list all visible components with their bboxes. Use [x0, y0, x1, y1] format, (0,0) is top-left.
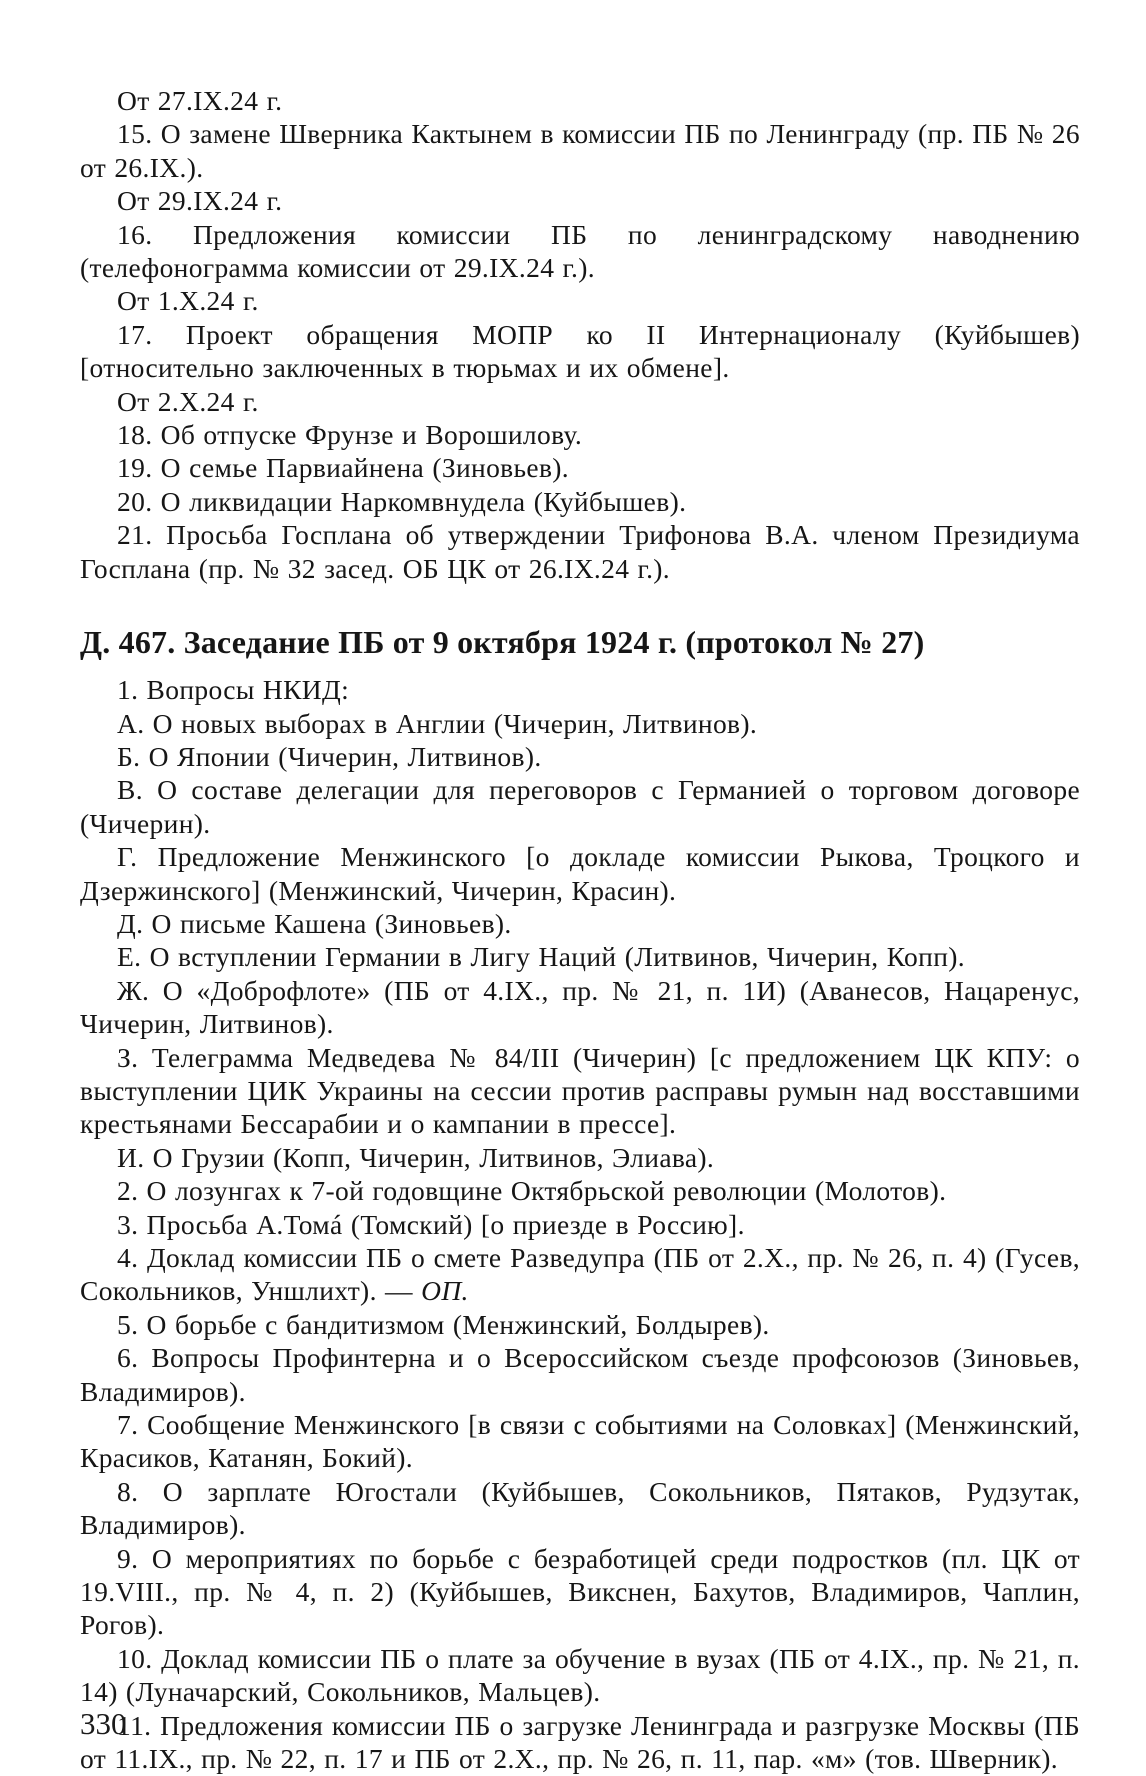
agenda-item: 17. Проект обращения МОПР ко II Интернационалу (Куйбышев) [относительно заключенных в тюрьмах и их обмене]. — [80, 318, 1080, 384]
agenda-item: 6. Вопросы Профинтерна и о Всероссийском съезде профсоюзов (Зиновьев, Владимиров). — [80, 1342, 1080, 1407]
paragraph — [80, 1141, 1080, 1174]
paragraph — [80, 907, 1080, 940]
agenda-item: Е. О вступлении Германии в Лигу Наций (Литвинов, Чичерин, Копп). — [117, 941, 965, 973]
op-note: ОП. — [421, 1275, 469, 1307]
agenda-item: Б. О Японии (Чичерин, Литвинов). — [117, 740, 542, 772]
paragraph — [80, 1542, 1080, 1642]
agenda-item: 11. Предложения комиссии ПБ о загрузке Ленинграда и разгрузке Москвы (ПБ от 11.IX., пр. № 22, п. 17 и ПБ от 2.X., пр. № 26, п. 11, пар. «м» (тов. Шверник). — [80, 1709, 1080, 1775]
paragraph — [80, 418, 1080, 451]
paragraph — [80, 773, 1080, 840]
paragraph — [80, 84, 1080, 117]
date-line: От 27.IX.24 г. — [117, 85, 283, 116]
paragraph — [80, 1341, 1080, 1408]
agenda-item: 21. Просьба Госплана об утверждении Трифонова В.А. членом Президиума Госплана (пр. № 32 засед. ОБ ЦК от 26.IX.24 г.). — [80, 519, 1080, 584]
agenda-item: 2. О лозунгах к 7-ой годовщине Октябрьской революции (Молотов). — [117, 1175, 947, 1207]
paragraph — [80, 1408, 1080, 1475]
paragraph — [80, 974, 1080, 1041]
paragraph — [80, 1308, 1080, 1341]
document-page — [80, 0, 1080, 1775]
paragraph — [80, 740, 1080, 773]
agenda-item: Д. О письме Кашена (Зиновьев). — [117, 907, 512, 939]
agenda-item: Ж. О «Доброфлоте» (ПБ от 4.IX., пр. № 21, п. 1И) (Аванесов, Нацаренус, Чичерин, Литвинов). — [80, 974, 1080, 1040]
page-number: 330 — [80, 1706, 127, 1741]
paragraph — [80, 707, 1080, 740]
paragraph — [80, 1709, 1080, 1776]
paragraph — [80, 218, 1080, 285]
paragraph — [80, 840, 1080, 907]
agenda-item: 8. О зарплате Югостали (Куйбышев, Сокольников, Пятаков, Рудзутак, Владимиров). — [80, 1475, 1080, 1541]
agenda-item: 16. Предложения комиссии ПБ по ленинградскому наводнению (телефонограмма комиссии от 29.IX.24 г.). — [80, 218, 1080, 284]
agenda-item: 19. О семье Парвиайнена (Зиновьев). — [117, 452, 570, 484]
agenda-item: Г. Предложение Менжинского [о докладе комиссии Рыкова, Троцкого и Дзержинского] (Менжинский, Чичерин, Красин). — [80, 841, 1080, 906]
agenda-item: 7. Сообщение Менжинского [в связи с событиями на Соловках] (Менжинский, Красиков, Катанян, Бокий). — [80, 1409, 1080, 1474]
agenda-item: 10. Доклад комиссии ПБ о плате за обучение в вузах (ПБ от 4.IX., пр. № 21, п. 14) (Луначарский, Сокольников, Мальцев). — [80, 1642, 1080, 1708]
paragraph — [80, 117, 1080, 184]
agenda-item: 18. Об отпуске Фрунзе и Ворошилову. — [117, 419, 583, 451]
date-line: От 1.X.24 г. — [117, 285, 259, 317]
paragraph — [80, 1241, 1080, 1308]
section-heading — [80, 623, 1080, 661]
heading-text: Д. 467. Заседание ПБ от 9 октября 1924 г. (протокол № 27) — [80, 624, 925, 661]
paragraph — [80, 485, 1080, 518]
date-line: От 29.IX.24 г. — [117, 185, 283, 217]
paragraph — [80, 1041, 1080, 1141]
agenda-item: 3. Просьба А.Томá (Томский) [о приезде в Россию]. — [117, 1208, 745, 1240]
paragraph — [80, 1475, 1080, 1542]
agenda-item: 5. О борьбе с бандитизмом (Менжинский, Болдырев). — [117, 1308, 770, 1340]
agenda-item: З. Телеграмма Медведева № 84/III (Чичерин) [с предложением ЦК КПУ: о выступлении ЦИК Украины на сессии против расправы румын над восставшими крестьянами Бессарабии и о кампании в прессе]. — [80, 1041, 1080, 1140]
agenda-item: 1. Вопросы НКИД: — [117, 674, 350, 706]
agenda-item: И. О Грузии (Копп, Чичерин, Литвинов, Элиава). — [117, 1141, 715, 1173]
paragraph — [80, 1208, 1080, 1241]
agenda-item: 9. О мероприятиях по борьбе с безработицей среди подростков (пл. ЦК от 19.VIII., пр. № 4, п. 2) (Куйбышев, Викснен, Бахутов, Владимиров, Чаплин, Рогов). — [80, 1542, 1080, 1641]
agenda-item: 20. О ликвидации Наркомвнудела (Куйбышев). — [117, 485, 687, 517]
paragraph — [80, 451, 1080, 484]
agenda-item: В. О составе делегации для переговоров с Германией о торговом договоре (Чичерин). — [80, 774, 1080, 839]
paragraph — [80, 318, 1080, 385]
paragraph — [80, 1174, 1080, 1207]
paragraph — [80, 1642, 1080, 1709]
agenda-item: А. О новых выборах в Англии (Чичерин, Литвинов). — [117, 707, 758, 739]
agenda-item-razvedupr — [80, 1241, 1080, 1308]
paragraph — [80, 385, 1080, 418]
date-line: От 2.X.24 г. — [117, 385, 259, 417]
paragraph — [80, 518, 1080, 585]
paragraph — [80, 940, 1080, 973]
agenda-item-text: 4. Доклад комиссии ПБ о смете Разведупра (ПБ от 2.X., пр. № 26, п. 4) (Гусев, Сокольников, Уншлихт). — — [80, 1242, 1080, 1307]
agenda-item: 15. О замене Шверника Кактынем в комиссии ПБ по Ленинграду (пр. ПБ № 26 от 26.IX.). — [80, 118, 1080, 183]
paragraph — [80, 184, 1080, 217]
paragraph — [80, 673, 1080, 706]
paragraph — [80, 284, 1080, 317]
